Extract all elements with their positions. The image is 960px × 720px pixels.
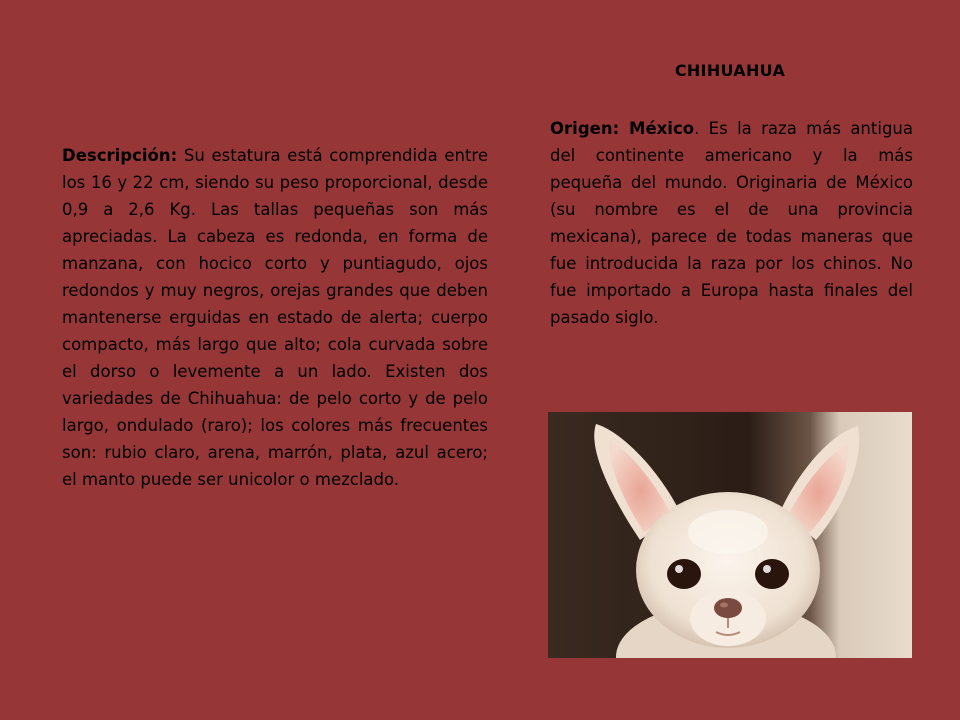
description-label: Descripción: (62, 146, 178, 165)
origin-paragraph (550, 115, 913, 331)
chihuahua-illustration (548, 412, 912, 658)
origin-text: . Es la raza más antigua del continente americano y la más pequeña del mundo. Originaria de México (su nombre es el de una provincia mexicana), parece de todas maneras que fue introducida la raza por los chinos. No fue importado a Europa hasta finales del pasado siglo. (550, 119, 913, 327)
chihuahua-photo (548, 412, 912, 658)
description-paragraph (62, 142, 488, 493)
description-text: Su estatura está comprendida entre los 16 y 22 cm, siendo su peso proporcional, desde 0,9 a 2,6 Kg. Las tallas pequeñas son más apreciadas. La cabeza es redonda, en forma de manzana, con hocico corto y puntiagudo, ojos redondos y muy negros, orejas grandes que deben mantenerse erguidas en estado de alerta; cuerpo compacto, más largo que alto; cola curvada sobre el dorso o levemente a un lado. Existen dos variedades de Chihuahua: de pelo corto y de pelo largo, ondulado (raro); los colores más frecuentes son: rubio claro, arena, marrón, plata, azul acero; el manto puede ser unicolor o mezclado. (62, 146, 488, 489)
slide-title: CHIHUAHUA (674, 61, 786, 80)
origin-label: Origen: México (550, 119, 695, 138)
